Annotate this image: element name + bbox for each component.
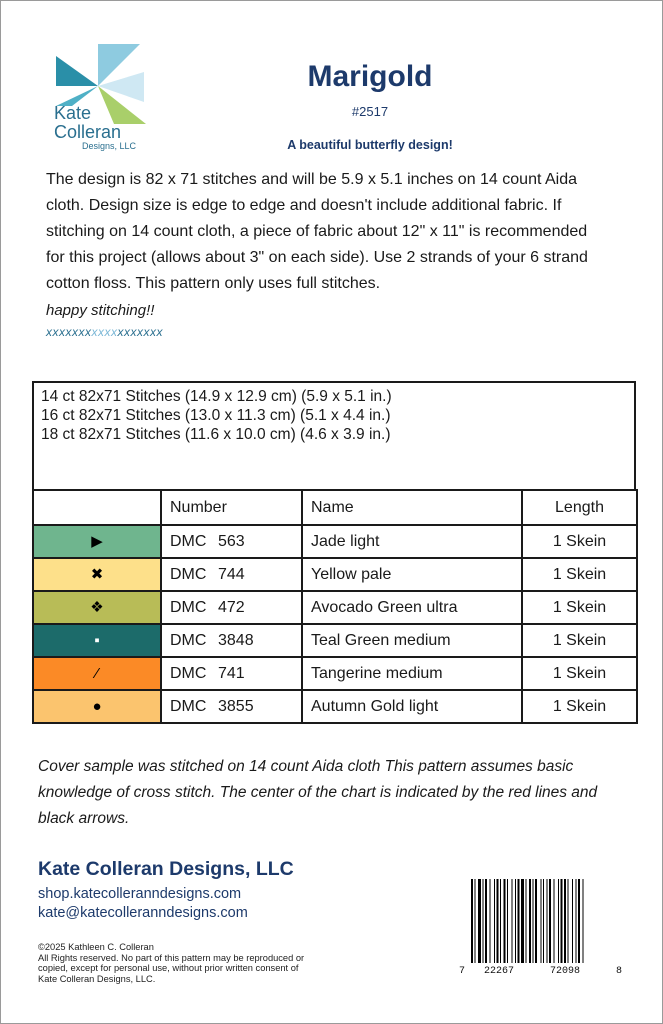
color-swatch — [33, 558, 161, 591]
size-line-14ct: 14 ct 82x71 Stitches (14.9 x 12.9 cm) (5.9 x 5.1 in.) — [41, 388, 392, 405]
stitch-symbol-icon: ▪ — [94, 631, 100, 649]
email-link[interactable]: kate@katecolleranndesigns.com — [38, 905, 248, 921]
stitch-symbol-icon: ✖ — [90, 566, 104, 583]
floss-name: Yellow pale — [302, 558, 522, 591]
design-description: The design is 82 x 71 stitches and will be 5.9 x 5.1 inches on 14 count Aida cloth. Design size is edge to edge and doesn't include additional fabric. If stitching on 14 count cloth, a piece of fabric about 12" x 11" is recommended for this project (allows about 3" on each side). Use 2 strands of your 6 strand cotton floss. This pattern only uses full stitches. — [46, 171, 588, 292]
floss-length: 1 Skein — [522, 558, 637, 591]
color-swatch — [33, 657, 161, 690]
tagline: A beautiful butterfly design! — [287, 138, 453, 152]
pattern-title: Marigold — [307, 60, 433, 93]
floss-name: Avocado Green ultra — [302, 591, 522, 624]
shop-link[interactable]: shop.katecolleranndesigns.com — [38, 886, 242, 902]
logo-text-colleran: Colleran — [54, 122, 122, 142]
header-swatch — [33, 490, 161, 525]
logo-text-designs: Designs, LLC — [82, 141, 137, 151]
color-swatch — [33, 624, 161, 657]
floss-number: DMC 741 — [161, 657, 302, 690]
barcode-digit-1: 7 — [459, 966, 466, 977]
floss-number: DMC 3848 — [161, 624, 302, 657]
floss-name: Tangerine medium — [302, 657, 522, 690]
header-length: Length — [522, 490, 637, 525]
floss-length: 1 Skein — [522, 690, 637, 723]
stitch-symbol-icon: ▶ — [91, 533, 103, 550]
color-swatch — [33, 690, 161, 723]
floss-row — [33, 591, 637, 624]
floss-table — [32, 489, 638, 724]
floss-length: 1 Skein — [522, 624, 637, 657]
cover-sample-note: Cover sample was stitched on 14 count Aida cloth This pattern assumes basic knowledge of cross stitch. The center of the chart is indicated by the red lines and black arrows. — [38, 758, 598, 827]
size-line-18ct: 18 ct 82x71 Stitches (11.6 x 10.0 cm) (4.6 x 3.9 in.) — [41, 426, 391, 443]
floss-row — [33, 690, 637, 723]
floss-number: DMC 744 — [161, 558, 302, 591]
copyright-notice: ©2025 Kathleen C. Colleran All Rights reserved. No part of this pattern may be reproduced or copied, except for personal use, without prior written consent of Kate Colleran Designs, LLC. — [38, 942, 305, 984]
happy-stitching: happy stitching!! — [46, 302, 155, 319]
floss-length: 1 Skein — [522, 591, 637, 624]
company-name: Kate Colleran Designs, LLC — [38, 858, 294, 880]
stitch-symbol-icon: ⁄ — [95, 664, 99, 682]
floss-row — [33, 525, 637, 558]
floss-number: DMC 3855 — [161, 690, 302, 723]
barcode-digits-3: 72098 — [550, 966, 581, 977]
floss-name: Teal Green medium — [302, 624, 522, 657]
floss-length: 1 Skein — [522, 657, 637, 690]
floss-number: DMC 563 — [161, 525, 302, 558]
color-swatch — [33, 591, 161, 624]
stitch-symbol-icon: ❖ — [90, 599, 104, 616]
barcode-digits-2: 22267 — [484, 966, 515, 977]
stitch-symbol-icon: ● — [92, 697, 102, 715]
size-line-16ct: 16 ct 82x71 Stitches (13.0 x 11.3 cm) (5.1 x 4.4 in.) — [41, 407, 391, 424]
header-name: Name — [302, 490, 522, 525]
floss-name: Autumn Gold light — [302, 690, 522, 723]
barcode-digit-4: 8 — [616, 966, 623, 977]
fabric-sizes-box — [32, 381, 636, 489]
color-swatch — [33, 525, 161, 558]
floss-row — [33, 657, 637, 690]
stitch-divider: xxxxxxxxxxxxxxxxxx — [46, 325, 163, 339]
logo-text-kate: Kate — [54, 103, 92, 123]
floss-row — [33, 558, 637, 591]
barcode-icon — [463, 879, 623, 971]
pattern-number: #2517 — [351, 104, 389, 119]
floss-length: 1 Skein — [522, 525, 637, 558]
header-number: Number — [161, 490, 302, 525]
floss-row — [33, 624, 637, 657]
floss-header-row — [33, 490, 637, 525]
floss-number: DMC 472 — [161, 591, 302, 624]
floss-name: Jade light — [302, 525, 522, 558]
